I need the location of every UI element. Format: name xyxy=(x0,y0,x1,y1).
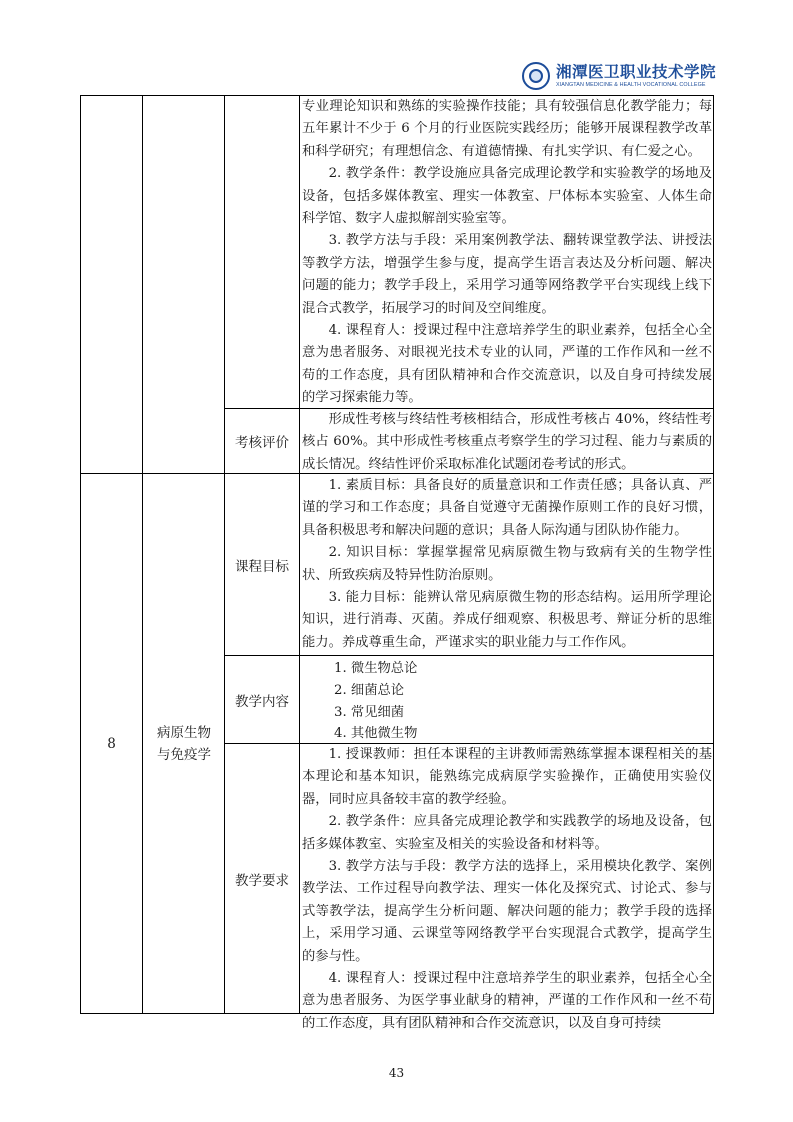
content-label: 教学内容 xyxy=(235,694,289,710)
objectives-label: 课程目标 xyxy=(235,559,289,575)
col-divider-1 xyxy=(142,95,143,1014)
course-name-line2: 与免疫学 xyxy=(157,747,211,763)
prev-requirements-para: 专业理论知识和熟练的实验操作技能；具有较强信息化教学能力；每五年累计不少于 6 个月的行业医院实践经历；能够开展课程教学改革和科学研究；有理想信念、有道德情操、有扎实学识、有仁爱之心。 xyxy=(302,99,712,159)
requirement-para: 1. 授课教师：担任本课程的主讲教师需熟练掌握本课程相关的基本理论和基本知识，能熟练完成病原学实验操作，正确使用实验仪器，同时应具备较丰富的教学经验。 xyxy=(302,747,712,807)
requirement-para: 2. 教学条件：应具备完成理论教学和实践教学的场地及设备，包括多媒体教室、实验室及相关的实验设备和材料等。 xyxy=(302,814,712,852)
prev-requirements-text xyxy=(302,96,712,410)
college-seal-icon xyxy=(522,62,550,90)
requirement-para: 4. 课程育人：授课过程中注意培养学生的职业素养，包括全心全意为患者服务、为医学事业献身的精神，严谨的工作作风和一丝不苟的工作态度，具有团队精神和合作交流意识，以及自身可持续 xyxy=(302,971,712,1031)
requirement-para: 3. 教学方法与手段：教学方法的选择上，采用模块化教学、案例教学法、工作过程导向教学法、理实一体化及探究式、讨论式、参与式等教学法，提高学生分析问题、解决问题的能力；教学手段的选择上，采用学习通、云课堂等网络教学平台实现混合式教学，提高学生的参与性。 xyxy=(302,859,712,964)
content-item: 2. 细菌总论 xyxy=(334,682,405,698)
college-name-en: XIANGTAN MEDICINE & HEALTH VOCATIONAL COLLEGE xyxy=(556,81,706,88)
course-name xyxy=(144,474,224,1014)
requirements-label: 教学要求 xyxy=(235,873,289,889)
objectives-text xyxy=(302,475,712,654)
course-name-line1: 病原生物 xyxy=(157,725,211,741)
table-border-right xyxy=(713,95,714,1014)
content-item: 1. 微生物总论 xyxy=(334,661,418,676)
assessment-label: 考核评价 xyxy=(235,435,289,451)
assessment-para: 形成性考核与终结性考核相结合，形成性考核占 40%，终结性考核占 60%。其中形成性考核重点考察学生的学习过程、能力与素质的成长情况。终结性评价采取标准化试题闭卷考试的形式。 xyxy=(302,412,712,472)
prev-requirements-para: 4. 课程育人：授课过程中注意培养学生的职业素养，包括全心全意为患者服务、对眼视光技术专业的认同，严谨的工作作风和一丝不苟的工作态度，具有团队精神和合作交流意识，以及自身可持续发展的学习探索能力等。 xyxy=(302,323,712,406)
college-logo xyxy=(522,60,722,92)
objective-para: 2. 知识目标：掌握掌握常见病原微生物与致病有关的生物学性状、所致疾病及特异性防治原则。 xyxy=(302,545,712,583)
content-list xyxy=(303,658,708,745)
assessment-text xyxy=(302,409,712,476)
content-item: 4. 其他微生物 xyxy=(334,726,418,742)
page-number: 43 xyxy=(388,1066,405,1080)
college-name-cn: 湘潭医卫职业技术学院 xyxy=(556,62,717,82)
objective-para: 1. 素质目标：具备良好的质量意识和工作责任感；具备认真、严谨的学习和工作态度；具备自觉遵守无菌操作原则工作的良好习惯，具备积极思考和解决问题的意识；具备人际沟通与团队协作能力。 xyxy=(302,478,712,538)
objective-para: 3. 能力目标：能辨认常见病原微生物的形态结构。运用所学理论知识，进行消毒、灭菌。养成仔细观察、积极思考、辩证分析的思维能力。养成尊重生命，严谨求实的职业能力与工作作风。 xyxy=(302,590,712,650)
prev-requirements-para: 3. 教学方法与手段：采用案例教学法、翻转课堂教学法、讲授法等教学方法，增强学生参与度，提高学生语言表达及分析问题、解决问题的能力；教学手段上，采用学习通等网络教学平台实现线上线下混合式教学，拓展学习的时间及空间维度。 xyxy=(302,233,712,316)
prev-requirements-para: 2. 教学条件：教学设施应具备完成理论教学和实验教学的场地及设备，包括多媒体教室、理实一体教室、尸体标本实验室、人体生命科学馆、数字人虚拟解剖实验室等。 xyxy=(302,166,712,227)
requirements-text xyxy=(302,744,712,1035)
course-number: 8 xyxy=(107,736,116,752)
content-item: 3. 常见细菌 xyxy=(334,704,405,720)
col-divider-3 xyxy=(299,95,300,1014)
